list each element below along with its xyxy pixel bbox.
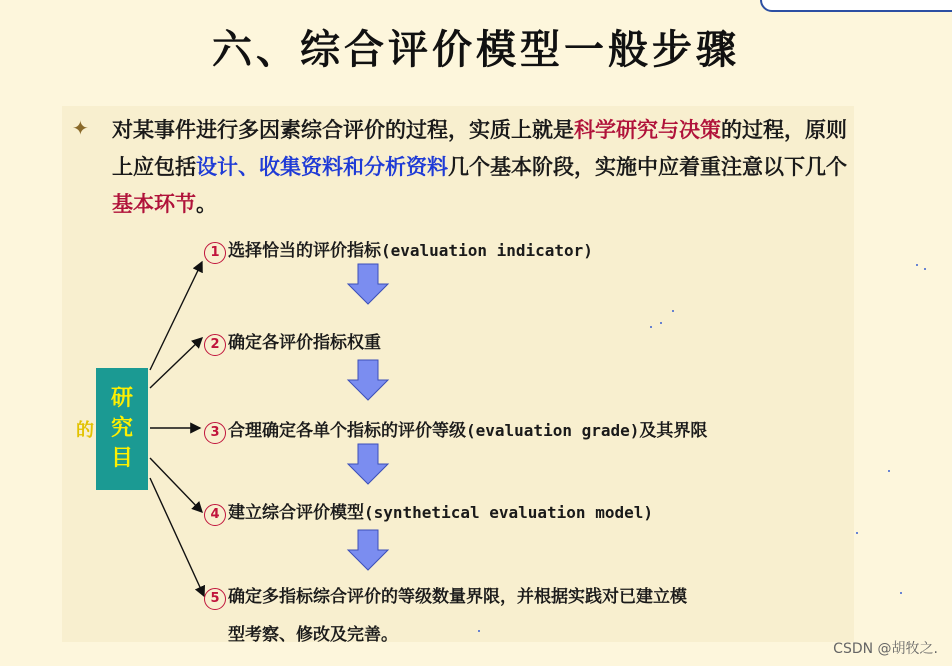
down-arrow-1 xyxy=(348,264,388,304)
intro-highlight-phases: 设计、收集资料和分析资料 xyxy=(196,155,448,179)
goal-char-2: 究 xyxy=(110,416,133,441)
goal-char-3: 目 xyxy=(110,446,133,471)
page-title: 六、综合评价模型一般步骤 xyxy=(212,26,740,73)
step-1 xyxy=(204,236,593,264)
down-arrow-2 xyxy=(348,360,388,400)
decor-dot xyxy=(888,470,890,472)
step-5-text-line-2: 型考察、修改及完善。 xyxy=(228,625,398,645)
step-1-number: 1 xyxy=(204,242,226,264)
intro-text-1: 对某事件进行多因素综合评价的过程，实质上就是 xyxy=(112,118,574,142)
decor-dot xyxy=(916,264,918,266)
connector-arrow-5 xyxy=(150,478,204,596)
step-2-number: 2 xyxy=(204,334,226,356)
step-5-text: 确定多指标综合评价的等级数量界限，并根据实践对已建立模 xyxy=(228,587,687,607)
research-goal-box xyxy=(96,368,148,490)
goal-box-stray-glyph: 的 xyxy=(76,420,94,441)
connector-arrow-4 xyxy=(150,458,202,512)
down-arrow-3 xyxy=(348,444,388,484)
step-4 xyxy=(204,498,653,526)
connector-arrow-2 xyxy=(150,338,202,388)
down-arrow-4 xyxy=(348,530,388,570)
step-3 xyxy=(204,416,707,444)
step-5 xyxy=(204,582,687,610)
step-4-english: (synthetical evaluation model) xyxy=(364,503,653,522)
step-5-number: 5 xyxy=(204,588,226,610)
step-4-number: 4 xyxy=(204,504,226,526)
step-3-number: 3 xyxy=(204,422,226,444)
step-4-text: 建立综合评价模型 xyxy=(228,503,364,523)
step-3-text: 合理确定各单个指标的评价等级 xyxy=(228,421,466,441)
intro-text-4: 。 xyxy=(196,192,217,216)
intro-highlight-steps: 基本环节 xyxy=(112,192,196,216)
decor-dot xyxy=(856,532,858,534)
decor-dot xyxy=(924,268,926,270)
step-2-text: 确定各评价指标权重 xyxy=(228,333,381,353)
step-3-english: (evaluation grade) xyxy=(466,421,640,440)
csdn-watermark: CSDN @胡牧之. xyxy=(833,641,938,657)
decor-dot xyxy=(650,326,652,328)
step-1-text: 选择恰当的评价指标 xyxy=(228,241,381,261)
step-2 xyxy=(204,328,381,356)
intro-highlight-research: 科学研究与决策 xyxy=(574,118,721,142)
step-1-english: (evaluation indicator) xyxy=(381,241,593,260)
goal-char-1: 研 xyxy=(110,386,133,411)
intro-text-3: 几个基本阶段，实施中应着重注意以下几个 xyxy=(448,155,847,179)
decor-dot xyxy=(900,592,902,594)
intro-text-2: 的过程，原则上应包括 xyxy=(112,118,847,179)
diamond-bullet-icon: ✦ xyxy=(72,116,89,140)
step-3-tail: 及其界限 xyxy=(639,421,708,441)
decor-dot xyxy=(660,322,662,324)
decor-dot xyxy=(478,630,480,632)
connector-arrow-1 xyxy=(150,262,202,370)
decor-dot xyxy=(672,310,674,312)
